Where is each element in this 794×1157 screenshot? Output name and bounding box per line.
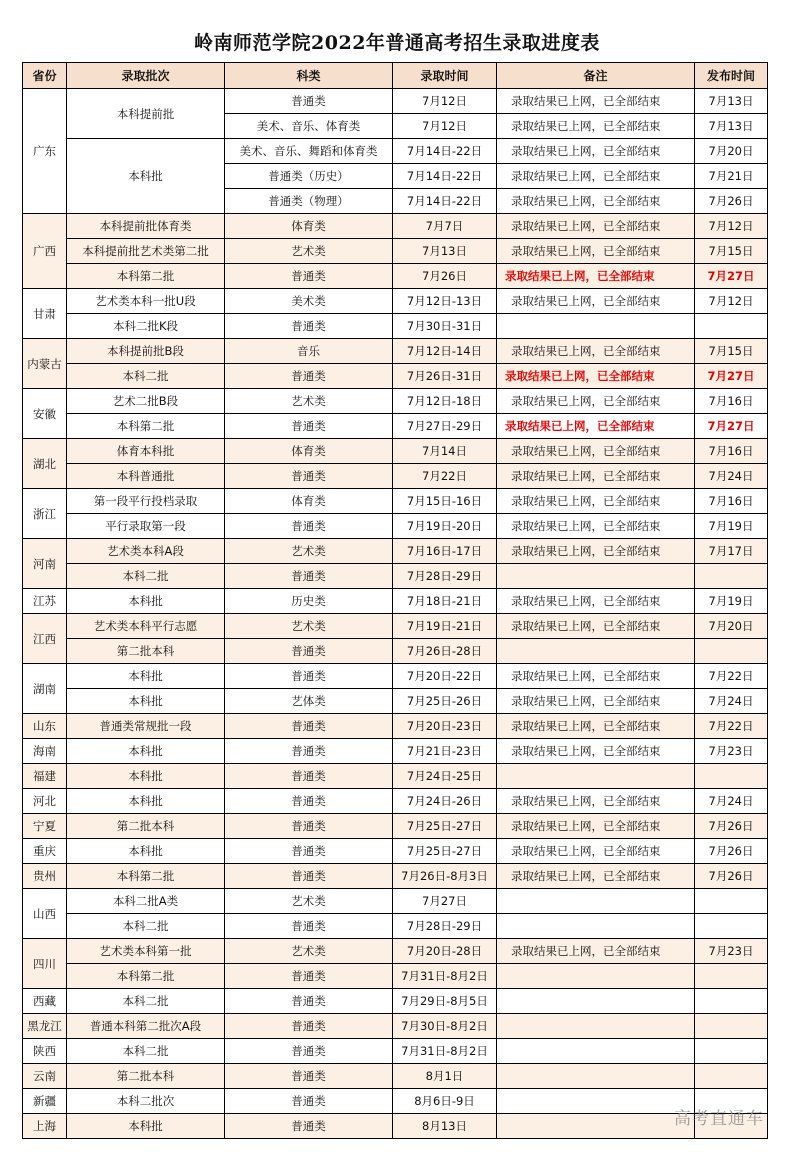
batch-cell: 本科二批 [67,364,225,389]
remark-cell [497,1064,695,1089]
table-row [23,489,768,514]
remark-cell [497,314,695,339]
header-category: 科类 [225,63,393,89]
batch-cell: 本科二批A类 [67,889,225,914]
remark-cell: 录取结果已上网，已全部结束 [497,89,695,114]
time-cell: 7月12日-18日 [393,389,497,414]
time-cell: 7月14日-22日 [393,164,497,189]
batch-cell: 本科第二批 [67,264,225,289]
province-cell: 贵州 [23,864,67,889]
time-cell: 7月16日-17日 [393,539,497,564]
category-cell: 普通类 [225,739,393,764]
time-cell: 7月26日 [393,264,497,289]
category-cell: 普通类 [225,1014,393,1039]
category-cell: 普通类 [225,564,393,589]
remark-cell [497,564,695,589]
remark-cell: 录取结果已上网，已全部结束 [497,239,695,264]
remark-cell: 录取结果已上网，已全部结束 [497,514,695,539]
category-cell: 普通类 [225,314,393,339]
table-row [23,264,768,289]
time-cell: 7月30日-31日 [393,314,497,339]
table-row [23,314,768,339]
release-cell [695,764,768,789]
batch-cell: 第二批本科 [67,639,225,664]
table-row [23,1114,768,1139]
batch-cell: 本科二批 [67,1039,225,1064]
time-cell: 8月13日 [393,1114,497,1139]
remark-cell [497,914,695,939]
time-cell: 7月20日-22日 [393,664,497,689]
time-cell: 7月29日-8月5日 [393,989,497,1014]
batch-cell: 本科批 [67,1114,225,1139]
release-cell: 7月22日 [695,714,768,739]
category-cell: 体育类 [225,489,393,514]
release-cell: 7月12日 [695,214,768,239]
time-cell: 7月21日-23日 [393,739,497,764]
release-cell: 7月26日 [695,864,768,889]
batch-cell: 本科批 [67,139,225,214]
remark-cell [497,639,695,664]
release-cell: 7月19日 [695,589,768,614]
table-row [23,364,768,389]
batch-cell: 本科批 [67,589,225,614]
release-cell: 7月24日 [695,464,768,489]
remark-cell: 录取结果已上网，已全部结束 [497,864,695,889]
batch-cell: 艺术类本科第一批 [67,939,225,964]
category-cell: 美术、音乐、体育类 [225,114,393,139]
time-cell: 7月22日 [393,464,497,489]
time-cell: 7月27日-29日 [393,414,497,439]
batch-cell: 本科批 [67,689,225,714]
remark-cell: 录取结果已上网，已全部结束 [497,389,695,414]
page-title: 岭南师范学院2022年普通高考招生录取进度表 [194,32,600,54]
batch-cell: 艺术类本科A段 [67,539,225,564]
time-cell: 7月28日-29日 [393,564,497,589]
table-row [23,514,768,539]
category-cell: 普通类 [225,414,393,439]
release-cell: 7月27日 [695,264,768,289]
release-cell: 7月17日 [695,539,768,564]
batch-cell: 本科提前批 [67,89,225,139]
table-row [23,914,768,939]
time-cell: 8月1日 [393,1064,497,1089]
table-row [23,839,768,864]
time-cell: 7月12日-13日 [393,289,497,314]
province-cell: 西藏 [23,989,67,1014]
batch-cell: 第一段平行投档录取 [67,489,225,514]
province-cell: 河南 [23,539,67,589]
batch-cell: 普通类常规批一段 [67,714,225,739]
release-cell: 7月20日 [695,614,768,639]
table-row [23,339,768,364]
category-cell: 普通类 [225,1089,393,1114]
release-cell [695,889,768,914]
category-cell: 艺术类 [225,939,393,964]
time-cell: 7月31日-8月2日 [393,1039,497,1064]
category-cell: 美术类 [225,289,393,314]
category-cell: 普通类 [225,914,393,939]
table-row [23,664,768,689]
category-cell: 普通类 [225,364,393,389]
release-cell: 7月16日 [695,439,768,464]
category-cell: 音乐 [225,339,393,364]
table-row [23,439,768,464]
release-cell [695,914,768,939]
category-cell: 普通类 [225,1064,393,1089]
province-cell: 黑龙江 [23,1014,67,1039]
province-cell: 福建 [23,764,67,789]
time-cell: 7月26日-8月3日 [393,864,497,889]
release-cell: 7月16日 [695,389,768,414]
province-cell: 安徽 [23,389,67,439]
remark-cell: 录取结果已上网，已全部结束 [497,839,695,864]
category-cell: 艺体类 [225,689,393,714]
province-cell: 江西 [23,614,67,664]
time-cell: 7月20日-28日 [393,939,497,964]
table-row [23,864,768,889]
category-cell: 普通类 [225,514,393,539]
table-row [23,889,768,914]
table-row [23,714,768,739]
category-cell: 历史类 [225,589,393,614]
time-cell: 7月31日-8月2日 [393,964,497,989]
remark-cell: 录取结果已上网，已全部结束 [497,289,695,314]
table-row [23,764,768,789]
time-cell: 8月6日-9日 [393,1089,497,1114]
category-cell: 体育类 [225,214,393,239]
province-cell: 广东 [23,89,67,214]
release-cell [695,564,768,589]
batch-cell: 本科提前批B段 [67,339,225,364]
release-cell: 7月23日 [695,739,768,764]
header-remark: 备注 [497,63,695,89]
table-row [23,214,768,239]
batch-cell: 本科批 [67,789,225,814]
release-cell: 7月15日 [695,339,768,364]
table-row [23,289,768,314]
remark-cell: 录取结果已上网，已全部结束 [497,939,695,964]
remark-cell [497,889,695,914]
release-cell: 7月16日 [695,489,768,514]
header-release: 发布时间 [695,63,768,89]
remark-cell: 录取结果已上网，已全部结束 [497,614,695,639]
batch-cell: 本科第二批 [67,864,225,889]
batch-cell: 本科批 [67,664,225,689]
remark-cell: 录取结果已上网，已全部结束 [497,464,695,489]
time-cell: 7月14日-22日 [393,139,497,164]
remark-cell: 录取结果已上网，已全部结束 [497,589,695,614]
time-cell: 7月30日-8月2日 [393,1014,497,1039]
remark-cell: 录取结果已上网，已全部结束 [497,364,695,389]
time-cell: 7月19日-20日 [393,514,497,539]
release-cell: 7月24日 [695,789,768,814]
category-cell: 普通类（物理） [225,189,393,214]
release-cell: 7月26日 [695,189,768,214]
remark-cell: 录取结果已上网，已全部结束 [497,689,695,714]
remark-cell: 录取结果已上网，已全部结束 [497,439,695,464]
remark-cell: 录取结果已上网，已全部结束 [497,139,695,164]
table-row [23,1064,768,1089]
batch-cell: 本科提前批体育类 [67,214,225,239]
time-cell: 7月27日 [393,889,497,914]
table-row [23,539,768,564]
table-row [23,464,768,489]
remark-cell: 录取结果已上网，已全部结束 [497,789,695,814]
province-cell: 江苏 [23,589,67,614]
remark-cell: 录取结果已上网，已全部结束 [497,664,695,689]
time-cell: 7月24日-25日 [393,764,497,789]
category-cell: 普通类 [225,864,393,889]
remark-cell [497,1089,695,1114]
batch-cell: 第二批本科 [67,1064,225,1089]
release-cell: 7月26日 [695,839,768,864]
batch-cell: 本科二批 [67,989,225,1014]
category-cell: 普通类 [225,89,393,114]
province-cell: 山东 [23,714,67,739]
remark-cell: 录取结果已上网，已全部结束 [497,489,695,514]
time-cell: 7月20日-23日 [393,714,497,739]
table-row [23,989,768,1014]
table-row [23,1039,768,1064]
header-time: 录取时间 [393,63,497,89]
remark-cell [497,1114,695,1139]
batch-cell: 本科提前批艺术类第二批 [67,239,225,264]
batch-cell: 本科批 [67,764,225,789]
category-cell: 艺术类 [225,889,393,914]
batch-cell: 本科第二批 [67,414,225,439]
remark-cell: 录取结果已上网，已全部结束 [497,414,695,439]
remark-cell: 录取结果已上网，已全部结束 [497,739,695,764]
watermark: 高考直通车 [674,1109,764,1129]
batch-cell: 本科二批次 [67,1089,225,1114]
release-cell: 7月22日 [695,664,768,689]
header-row [23,63,768,89]
time-cell: 7月19日-21日 [393,614,497,639]
province-cell: 新疆 [23,1089,67,1114]
time-cell: 7月15日-16日 [393,489,497,514]
release-cell: 7月15日 [695,239,768,264]
province-cell: 山西 [23,889,67,939]
category-cell: 普通类 [225,264,393,289]
table-row [23,1089,768,1114]
category-cell: 普通类 [225,464,393,489]
release-cell: 7月24日 [695,689,768,714]
province-cell: 陕西 [23,1039,67,1064]
release-cell: 7月13日 [695,89,768,114]
release-cell [695,1014,768,1039]
release-cell [695,639,768,664]
batch-cell: 本科批 [67,739,225,764]
release-cell: 7月27日 [695,414,768,439]
category-cell: 体育类 [225,439,393,464]
release-cell: 7月21日 [695,164,768,189]
batch-cell: 本科普通批 [67,464,225,489]
release-cell [695,1039,768,1064]
release-cell: 7月13日 [695,114,768,139]
time-cell: 7月12日 [393,89,497,114]
time-cell: 7月26日-31日 [393,364,497,389]
remark-cell: 录取结果已上网，已全部结束 [497,189,695,214]
remark-cell [497,1014,695,1039]
category-cell: 美术、音乐、舞蹈和体育类 [225,139,393,164]
table-row [23,614,768,639]
category-cell: 普通类 [225,964,393,989]
remark-cell [497,989,695,1014]
province-cell: 湖北 [23,439,67,489]
table-body [23,89,768,1139]
batch-cell: 本科二批 [67,564,225,589]
category-cell: 普通类 [225,789,393,814]
table-row [23,689,768,714]
batch-cell: 第二批本科 [67,814,225,839]
remark-cell [497,764,695,789]
category-cell: 普通类 [225,1114,393,1139]
remark-cell: 录取结果已上网，已全部结束 [497,714,695,739]
batch-cell: 艺术二批B段 [67,389,225,414]
batch-cell: 本科二批 [67,914,225,939]
release-cell: 7月27日 [695,364,768,389]
release-cell [695,1064,768,1089]
province-cell: 四川 [23,939,67,989]
admission-progress-table [22,62,768,1139]
category-cell: 艺术类 [225,389,393,414]
batch-cell: 本科批 [67,839,225,864]
category-cell: 普通类 [225,989,393,1014]
category-cell: 普通类 [225,839,393,864]
category-cell: 普通类 [225,1039,393,1064]
table-row [23,814,768,839]
table-row [23,414,768,439]
batch-cell: 体育本科批 [67,439,225,464]
release-cell [695,314,768,339]
remark-cell: 录取结果已上网，已全部结束 [497,264,695,289]
time-cell: 7月12日-14日 [393,339,497,364]
remark-cell: 录取结果已上网，已全部结束 [497,539,695,564]
category-cell: 普通类 [225,664,393,689]
table-row [23,389,768,414]
table-row [23,939,768,964]
province-cell: 湖南 [23,664,67,714]
province-cell: 云南 [23,1064,67,1089]
table-row [23,239,768,264]
table-row [23,564,768,589]
category-cell: 艺术类 [225,239,393,264]
remark-cell: 录取结果已上网，已全部结束 [497,164,695,189]
remark-cell: 录取结果已上网，已全部结束 [497,339,695,364]
category-cell: 普通类 [225,714,393,739]
remark-cell: 录取结果已上网，已全部结束 [497,114,695,139]
batch-cell: 平行录取第一段 [67,514,225,539]
remark-cell: 录取结果已上网，已全部结束 [497,814,695,839]
province-cell: 宁夏 [23,814,67,839]
time-cell: 7月26日-28日 [393,639,497,664]
time-cell: 7月7日 [393,214,497,239]
province-cell: 广西 [23,214,67,289]
header-province: 省份 [23,63,67,89]
time-cell: 7月18日-21日 [393,589,497,614]
province-cell: 上海 [23,1114,67,1139]
category-cell: 艺术类 [225,539,393,564]
table-row [23,139,768,164]
category-cell: 普通类 [225,764,393,789]
remark-cell: 录取结果已上网，已全部结束 [497,214,695,239]
table-row [23,739,768,764]
province-cell: 河北 [23,789,67,814]
release-cell: 7月19日 [695,514,768,539]
remark-cell [497,964,695,989]
release-cell: 7月23日 [695,939,768,964]
province-cell: 浙江 [23,489,67,539]
time-cell: 7月25日-27日 [393,814,497,839]
province-cell: 内蒙古 [23,339,67,389]
time-cell: 7月24日-26日 [393,789,497,814]
time-cell: 7月12日 [393,114,497,139]
release-cell: 7月26日 [695,814,768,839]
release-cell: 7月20日 [695,139,768,164]
table-row [23,964,768,989]
batch-cell: 艺术类本科一批U段 [67,289,225,314]
release-cell [695,989,768,1014]
release-cell: 7月12日 [695,289,768,314]
table-row [23,639,768,664]
release-cell [695,964,768,989]
table-row [23,789,768,814]
province-cell: 重庆 [23,839,67,864]
table-row [23,589,768,614]
time-cell: 7月14日-22日 [393,189,497,214]
time-cell: 7月13日 [393,239,497,264]
province-cell: 甘肃 [23,289,67,339]
remark-cell [497,1039,695,1064]
time-cell: 7月25日-26日 [393,689,497,714]
header-batch: 录取批次 [67,63,225,89]
time-cell: 7月14日 [393,439,497,464]
table-row [23,1014,768,1039]
batch-cell: 本科第二批 [67,964,225,989]
batch-cell: 普通本科第二批次A段 [67,1014,225,1039]
category-cell: 艺术类 [225,614,393,639]
category-cell: 普通类 [225,814,393,839]
table-row [23,89,768,114]
category-cell: 普通类 [225,639,393,664]
time-cell: 7月25日-27日 [393,839,497,864]
batch-cell: 本科二批K段 [67,314,225,339]
batch-cell: 艺术类本科平行志愿 [67,614,225,639]
time-cell: 7月28日-29日 [393,914,497,939]
province-cell: 海南 [23,739,67,764]
category-cell: 普通类（历史） [225,164,393,189]
